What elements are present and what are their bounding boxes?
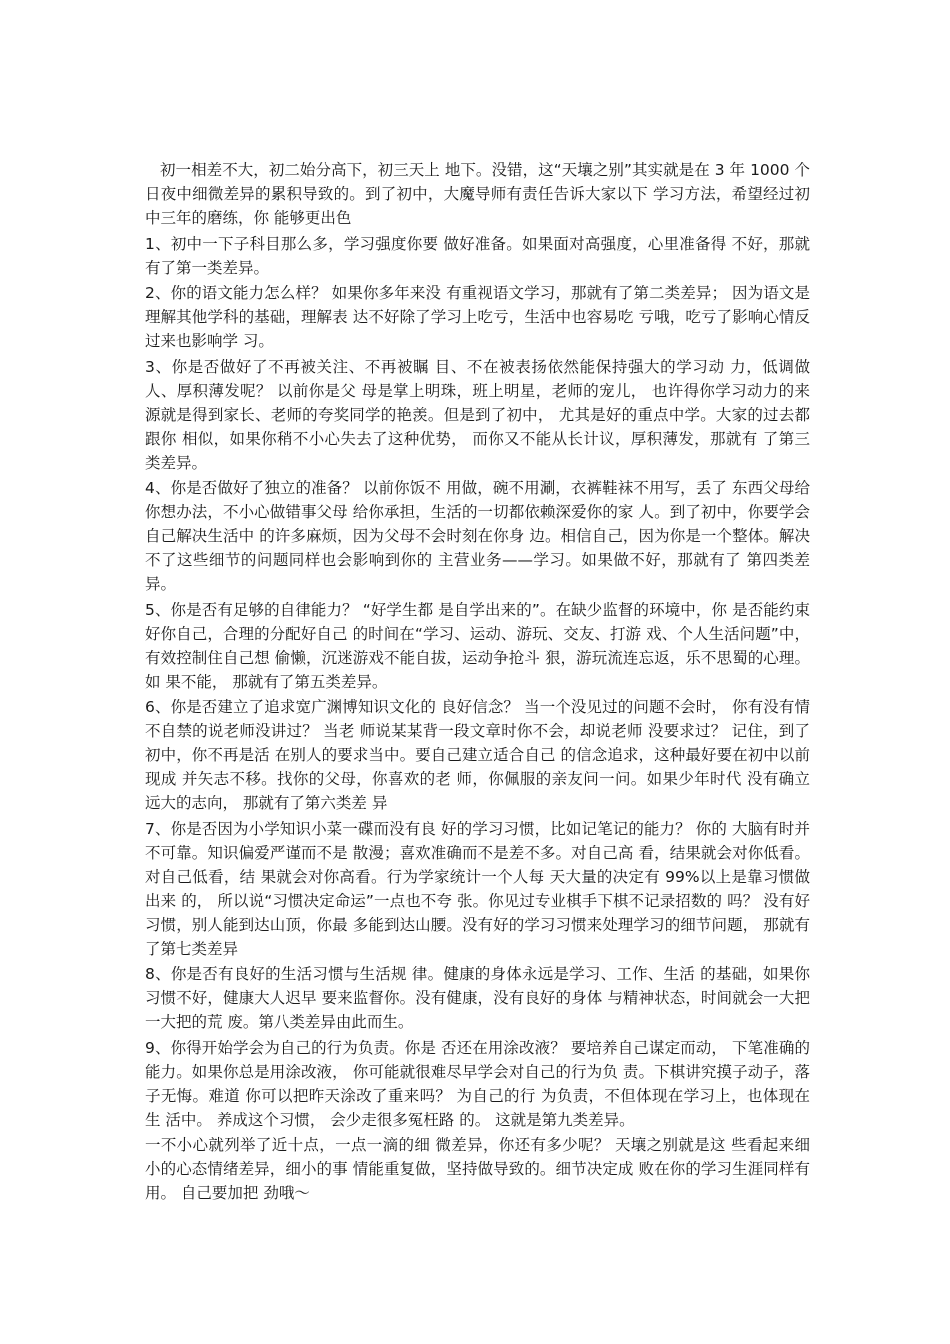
document-page: [145, 158, 810, 1207]
intro-paragraph: 初一相差不大，初二始分高下，初三天上 地下。没错，这“天壤之别”其实就是在 3 年 1000 个日夜中细微差异的累积导致的。到了初中，大魔导师有责任告诉大家以下 学习方法，希望经过初中三年的磨练，你 能够更出色: [145, 161, 810, 227]
difference-item-5: 5、你是否有足够的自律能力？ “好学生都 是自学出来的”。在缺少监督的环境中，你 是否能约束好你自己，合理的分配好自己 的时间在“学习、运动、游玩、交友、打游 戏、个人生活问题”中，有效控制住自己想 偷懒，沉迷游戏不能自拔，运动争抢斗 狠，游玩流连忘返，乐不思蜀的心理。如 果不能， 那就有了第五类差异。: [145, 600, 810, 691]
conclusion-paragraph: 一不小心就列举了近十点，一点一滴的细 微差异，你还有多少呢？ 天壤之别就是这 些看起来细小的心态情绪差异，细小的事 情能重复做，坚持做导致的。细节决定成 败在你的学习生涯同样有用。 自己要加把 劲哦～: [145, 1136, 810, 1202]
difference-item-6: 6、你是否建立了追求宽广渊博知识文化的 良好信念？ 当一个没见过的问题不会时， 你有没有情不自禁的说老师没讲过？ 当老 师说某某背一段文章时你不会，却说老师 没要求过？ 记住，到了初中，你不再是活 在别人的要求当中。要自己建立适合自己 的信念追求，这种最好要在初中以前现成 并矢志不移。找你的父母，你喜欢的老 师，你佩服的亲友问一问。如果少年时代 没有确立远大的志向， 那就有了第六类差 异: [145, 698, 810, 812]
difference-item-2: 2、你的语文能力怎么样？ 如果你多年来没 有重视语文学习，那就有了第二类差异； 因为语文是理解其他学科的基础，理解表 达不好除了学习上吃亏，生活中也容易吃 亏哦，吃亏了影响心情反过来也影响学 习。: [145, 284, 810, 350]
difference-item-7: 7、你是否因为小学知识小菜一碟而没有良 好的学习习惯，比如记笔记的能力？ 你的 大脑有时并不可靠。知识偏爱严谨而不是 散漫；喜欢准确而不是差不多。对自己高 看，结果就会对你低看。对自己低看，结 果就会对你高看。行为学家统计一个人每 天大量的决定有 99%以上是靠习惯做出来 的， 所以说“习惯决定命运”一点也不夸 张。你见过专业棋手下棋不记录招数的 吗？ 没有好习惯，别人能到达山顶，你最 多能到达山腰。没有好的学习习惯来处理学习的细节问题， 那就有了第七类差异: [145, 819, 810, 958]
difference-item-4: 4、你是否做好了独立的准备？ 以前你饭不 用做，碗不用涮，衣裤鞋袜不用写，丢了 东西父母给你想办法，不小心做错事父母 给你承担，生活的一切都依赖深爱你的家 人。到了初中，你要学会自己解决生活中 的许多麻烦，因为父母不会时刻在你身 边。相信自己，因为你是一个整体。解决 不了这些细节的问题同样也会影响到你的 主营业务——学习。如果做不好，那就有了 第四类差异。: [145, 479, 810, 593]
difference-item-9: 9、你得开始学会为自己的行为负责。你是 否还在用涂改液？ 要培养自己谋定而动， 下笔准确的能力。如果你总是用涂改液， 你可能就很难尽早学会对自己的行为负 责。下棋讲究摸子动子，落子无悔。难道 你可以把昨天涂改了重来吗？ 为自己的行 为负责，不但体现在学习上，也体现在生 活中。 养成这个习惯， 会少走很多冤枉路 的。 这就是第九类差异。: [145, 1038, 810, 1129]
difference-item-1: 1、初中一下子科目那么多，学习强度你要 做好准备。如果面对高强度，心里准备得 不好，那就有了第一类差异。: [145, 234, 810, 277]
difference-item-8: 8、你是否有良好的生活习惯与生活规 律。健康的身体永远是学习、工作、生活 的基础，如果你习惯不好，健康大人迟早 要来监督你。没有健康，没有良好的身体 与精神状态，时间就会一大把一大把的荒 废。第八类差异由此而生。: [145, 965, 810, 1031]
difference-item-3: 3、你是否做好了不再被关注、不再被瞩 目、不在被表扬依然能保持强大的学习动 力，低调做人、厚积薄发呢？ 以前你是父 母是掌上明珠，班上明星，老师的宠儿， 也许得你学习动力的来源就是得到家长、老师的夸奖同学的艳羡。但是到了初中， 尤其是好的重点中学。大家的过去都跟你 相似，如果你稍不小心失去了这种优势， 而你又不能从长计议，厚积薄发，那就有 了第三类差异。: [145, 357, 810, 472]
